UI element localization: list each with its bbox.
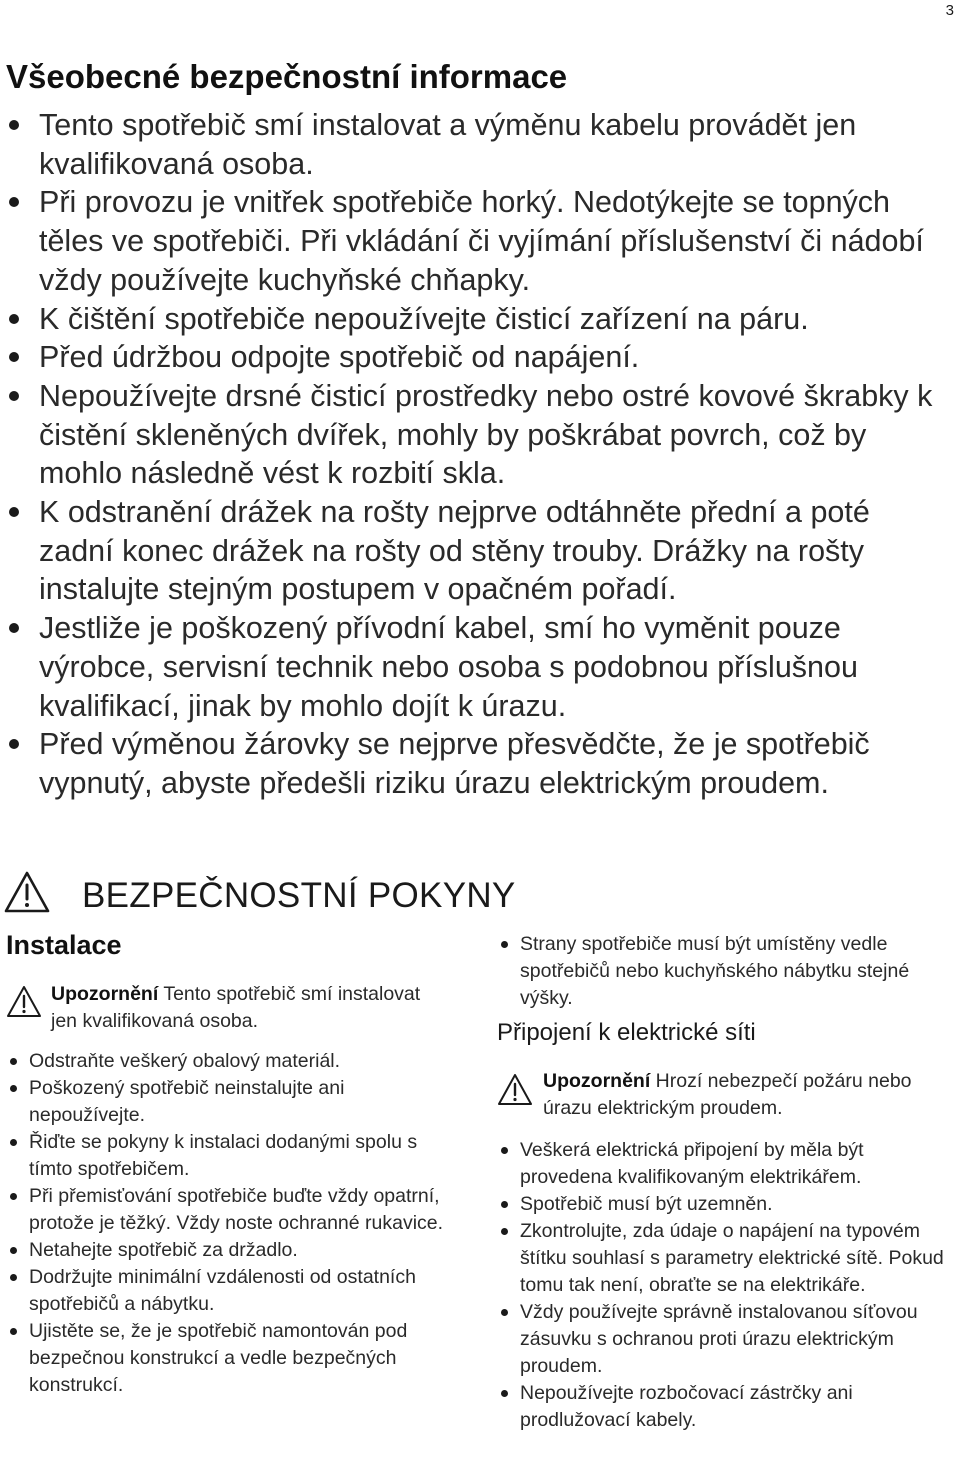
list-item: Nepoužívejte drsné čisticí prostředky nebo ostré kovové škrabky k čistění skleněných dvířek, mohly by poškrábat povrch, což by mohlo následně vést k rozbití skla. xyxy=(0,377,944,493)
list-item: K odstranění drážek na rošty nejprve odtáhněte přední a poté zadní konec drážek na rošty od stěny trouby. Drážky na rošty instalujte stejným postupem v opačném pořadí. xyxy=(0,493,944,609)
warning-label: Upozornění xyxy=(543,1070,651,1092)
installation-list-continued xyxy=(497,931,957,1012)
warning-text: Hrozí nebezpečí požáru nebo úrazu elektrickým proudem. xyxy=(543,1070,912,1119)
warning-label: Upozornění xyxy=(51,983,159,1005)
list-item: Nepoužívejte rozbočovací zástrčky ani prodlužovací kabely. xyxy=(497,1380,952,1434)
electrical-connection-heading: Připojení k elektrické síti xyxy=(497,1019,756,1046)
list-item: Před výměnou žárovky se nejprve přesvědčte, že je spotřebič vypnutý, abyste předešli riziku úrazu elektrickým proudem. xyxy=(0,725,944,802)
general-safety-heading: Všeobecné bezpečnostní informace xyxy=(6,58,568,95)
warning-triangle-icon xyxy=(6,985,42,1019)
list-item: Spotřebič musí být uzemněn. xyxy=(497,1191,952,1218)
list-item: Netahejte spotřebič za držadlo. xyxy=(6,1237,461,1264)
list-item: Vždy používejte správně instalovanou síťovou zásuvku s ochranou proti úrazu elektrickým proudem. xyxy=(497,1299,952,1380)
installation-heading: Instalace xyxy=(6,930,122,960)
installation-warning xyxy=(51,981,431,1035)
list-item: Zkontrolujte, zda údaje o napájení na typovém štítku souhlasí s parametry elektrické sítě. Pokud tomu tak není, obraťte se na elektrikáře. xyxy=(497,1218,952,1299)
list-item: Před údržbou odpojte spotřebič od napájení. xyxy=(0,338,944,377)
safety-instructions-heading: BEZPEČNOSTNÍ POKYNY xyxy=(82,876,516,915)
electrical-warning xyxy=(543,1068,943,1122)
list-item: Odstraňte veškerý obalový materiál. xyxy=(6,1048,461,1075)
list-item: Ujistěte se, že je spotřebič namontován pod bezpečnou konstrukcí a vedle bezpečných konstrukcí. xyxy=(6,1318,461,1399)
list-item: Při přemisťování spotřebiče buďte vždy opatrní, protože je těžký. Vždy noste ochranné rukavice. xyxy=(6,1183,461,1237)
warning-text: Tento spotřebič smí instalovat jen kvalifikovaná osoba. xyxy=(51,983,421,1032)
list-item: Dodržujte minimální vzdálenosti od ostatních spotřebičů a nábytku. xyxy=(6,1264,461,1318)
general-safety-list xyxy=(0,106,944,803)
list-item: K čištění spotřebiče nepoužívejte čisticí zařízení na páru. xyxy=(0,300,944,339)
list-item: Řiďte se pokyny k instalaci dodanými spolu s tímto spotřebičem. xyxy=(6,1129,461,1183)
list-item: Tento spotřebič smí instalovat a výměnu kabelu provádět jen kvalifikovaná osoba. xyxy=(0,106,944,183)
list-item: Při provozu je vnitřek spotřebiče horký. Nedotýkejte se topných těles ve spotřebiči. Při vkládání či vyjímání příslušenství či nádobí vždy používejte kuchyňské chňapky. xyxy=(0,183,944,299)
warning-triangle-icon xyxy=(4,870,50,914)
list-item: Jestliže je poškozený přívodní kabel, smí ho vyměnit pouze výrobce, servisní technik nebo osoba s podobnou příslušnou kvalifikací, jinak by mohlo dojít k úrazu. xyxy=(0,609,944,725)
list-item: Strany spotřebiče musí být umístěny vedle spotřebičů nebo kuchyňského nábytku stejné výšky. xyxy=(497,931,957,1012)
warning-triangle-icon xyxy=(497,1073,533,1107)
page-number: 3 xyxy=(945,2,954,19)
list-item: Poškozený spotřebič neinstalujte ani nepoužívejte. xyxy=(6,1075,461,1129)
installation-list xyxy=(6,1048,461,1399)
electrical-list xyxy=(497,1137,952,1434)
list-item: Veškerá elektrická připojení by měla být provedena kvalifikovaným elektrikářem. xyxy=(497,1137,952,1191)
